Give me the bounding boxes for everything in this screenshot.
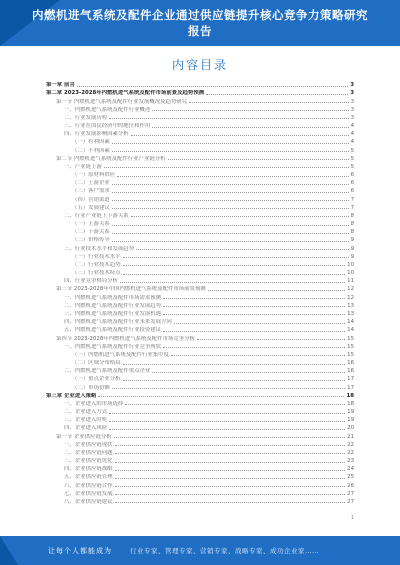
toc-leader-dots: [114, 437, 346, 438]
toc-entry-page: 15: [347, 343, 354, 350]
toc-entry-page: 7: [350, 204, 354, 211]
toc-entry-page: 13: [347, 302, 354, 309]
toc-entry[interactable]: [46, 80, 354, 88]
footer-banner: [0, 536, 400, 565]
toc-entry-page: 6: [350, 172, 354, 179]
toc-entry-page: 3: [350, 82, 354, 89]
toc-entry-title: 三、企业进入时机: [64, 417, 108, 424]
toc-entry-title: 六、企业供应链合作: [64, 482, 113, 489]
toc-entry[interactable]: [46, 423, 354, 431]
toc-entry[interactable]: [46, 333, 354, 341]
toc-entry[interactable]: [46, 440, 354, 448]
toc-entry[interactable]: [46, 154, 354, 162]
toc-entry-title: （一）重点企业分析: [72, 376, 121, 383]
toc-entry[interactable]: [46, 145, 354, 153]
toc-leader-dots: [131, 216, 349, 217]
toc-entry-page: 3: [350, 114, 354, 121]
toc-entry[interactable]: [46, 456, 354, 464]
toc-entry-title: 一、内燃机进气系统及配件行业概述: [64, 106, 151, 113]
toc-entry-page: 11: [347, 278, 354, 285]
toc-entry-title: （三）价格传导: [72, 237, 110, 244]
toc-leader-dots: [115, 445, 346, 446]
toc-leader-dots: [109, 413, 345, 414]
toc-entry-title: 第一节 内燃机进气系统及配件行业发展概况及趋势研究: [56, 98, 188, 105]
toc-entry-page: 5: [350, 155, 354, 162]
toc-entry-page: 16: [347, 368, 354, 375]
toc-entry[interactable]: [46, 170, 354, 178]
toc-entry-page: 24: [347, 466, 354, 473]
toc-leader-dots: [115, 494, 346, 495]
toc-entry-title: （一）有利因素: [72, 139, 110, 146]
toc-entry-title: 三、行业技术水平和发展趋势: [64, 245, 135, 252]
toc-entry[interactable]: [46, 227, 354, 235]
toc-entry[interactable]: [46, 431, 354, 439]
page-number: 1: [350, 515, 354, 521]
toc-entry-page: 16: [347, 360, 354, 367]
toc-entry-page: 7: [350, 196, 354, 203]
toc-entry-title: 二、企业进入方式: [64, 409, 108, 416]
toc-entry[interactable]: [46, 399, 354, 407]
toc-leader-dots: [112, 200, 349, 201]
toc-leader-dots: [189, 102, 348, 103]
toc-entry-page: 13: [347, 310, 354, 317]
toc-entry-title: （一）上游关系: [72, 221, 110, 228]
toc-entry-page: 3: [350, 106, 354, 113]
toc-entry[interactable]: [46, 276, 354, 284]
toc-entry[interactable]: [46, 121, 354, 129]
toc-entry-page: 25: [347, 474, 354, 481]
toc-entry[interactable]: [46, 96, 354, 104]
toc-entry[interactable]: [46, 260, 354, 268]
toc-entry[interactable]: [46, 497, 354, 505]
toc-entry[interactable]: [46, 301, 354, 309]
toc-entry-page: 10: [347, 270, 354, 277]
toc-entry[interactable]: [46, 480, 354, 488]
toc-entry-page: 6: [350, 180, 354, 187]
toc-entry-page: 9: [350, 237, 354, 244]
toc-leader-dots: [112, 151, 349, 152]
toc-entry-title: （二）区域分布格局: [72, 360, 121, 367]
toc-entry-title: （三）行业技术特点: [72, 270, 121, 277]
toc-entry-page: 21: [347, 433, 354, 440]
toc-leader-dots: [112, 143, 349, 144]
toc-entry[interactable]: [46, 284, 354, 292]
toc-entry[interactable]: [46, 292, 354, 300]
toc-entry[interactable]: [46, 350, 354, 358]
toc-entry[interactable]: [46, 317, 354, 325]
toc-entry[interactable]: [46, 194, 354, 202]
toc-entry-title: 四、企业供应链战略: [64, 466, 113, 473]
toc-entry-title: 二、企业供应链问题: [64, 449, 113, 456]
toc-entry-page: 17: [347, 376, 354, 383]
toc-leader-dots: [120, 282, 345, 283]
toc-entry[interactable]: [46, 137, 354, 145]
toc-entry-title: （二）市场份额: [72, 384, 110, 391]
toc-entry-title: 二、行业产业链上下游关系: [64, 212, 129, 219]
toc-entry[interactable]: [46, 268, 354, 276]
toc-entry[interactable]: [46, 342, 354, 350]
toc-entry-page: 18: [346, 392, 354, 399]
toc-leader-dots: [206, 94, 348, 95]
toc-entry-page: 20: [347, 425, 354, 432]
toc-entry-title: 四、内燃机进气系统及配件行业未来发展方向: [64, 319, 172, 326]
toc-entry-page: 9: [350, 253, 354, 260]
toc-entry-title: 五、企业供应链管理: [64, 474, 113, 481]
toc-leader-dots: [115, 478, 346, 479]
toc-entry-title: 第四节 2023-2028年内燃机进气系统及配件市场竞争分析: [56, 335, 195, 342]
toc-entry-title: 四、行业发展影响因素分析: [64, 131, 129, 138]
toc-leader-dots: [109, 421, 345, 422]
toc-entry[interactable]: [46, 105, 354, 113]
toc-entry[interactable]: [46, 186, 354, 194]
toc-leader-dots: [115, 502, 346, 503]
toc-leader-dots: [174, 323, 345, 324]
toc-entry-page: 22: [347, 449, 354, 456]
toc-entry-title: 一、企业供应链现状: [64, 441, 113, 448]
toc-leader-dots: [112, 192, 349, 193]
toc-entry-title: 一、内燃机进气系统及配件行业竞争现状: [64, 343, 162, 350]
toc-entry-title: （一）原材料供应: [72, 172, 116, 179]
toc-entry-title: 第二章 2023-2028年内燃机进气系统及配件市场前景及趋势预测: [46, 90, 205, 97]
toc-leader-dots: [112, 184, 349, 185]
toc-entry[interactable]: [46, 235, 354, 243]
header-banner: [0, 0, 400, 46]
toc-leader-dots: [112, 388, 345, 389]
toc-entry-title: 一、产业链上游: [64, 163, 102, 170]
toc-entry-title: （二）不利因素: [72, 147, 110, 154]
toc-leader-dots: [123, 257, 349, 258]
toc-entry-title: 第三节 2023-2028年中国内燃机进气系统及配件市场前景预测: [56, 286, 206, 293]
toc-leader-dots: [152, 372, 345, 373]
toc-entry[interactable]: [46, 415, 354, 423]
toc-leader-dots: [112, 241, 349, 242]
toc-leader-dots: [112, 208, 349, 209]
footer-tagline: 让每个人都能成为: [48, 547, 112, 555]
toc-entry[interactable]: [46, 309, 354, 317]
toc-entry[interactable]: [46, 366, 354, 374]
report-title: [20, 7, 380, 39]
toc-entry-title: （五）发展建议: [72, 204, 110, 211]
toc-entry-title: 七、企业供应链发展: [64, 490, 113, 497]
footer-decoration: [0, 536, 18, 565]
toc-entry-title: 三、内燃机进气系统及配件行业发展机遇: [64, 310, 162, 317]
toc-leader-dots: [168, 159, 349, 160]
toc-entry-page: 8: [350, 221, 354, 228]
toc-entry[interactable]: [46, 325, 354, 333]
toc-leader-dots: [152, 110, 348, 111]
toc-leader-dots: [112, 233, 349, 234]
toc-entry-title: 一、企业进入的市场选择: [64, 400, 124, 407]
toc-entry[interactable]: [46, 129, 354, 137]
toc-leader-dots: [77, 86, 348, 87]
toc-leader-dots: [112, 225, 349, 226]
toc-entry-page: 4: [350, 131, 354, 138]
toc-leader-dots: [163, 331, 345, 332]
toc-leader-dots: [109, 429, 345, 430]
toc-entry-title: 二、行业发展历程: [64, 114, 108, 121]
toc-entry[interactable]: [46, 252, 354, 260]
toc-leader-dots: [163, 298, 345, 299]
toc-leader-dots: [123, 274, 346, 275]
toc-entry[interactable]: [46, 391, 354, 399]
toc-entry[interactable]: [46, 203, 354, 211]
toc-leader-dots: [152, 127, 348, 128]
toc-entry-title: 二、内燃机进气系统及配件重点企业: [64, 368, 151, 375]
toc-entry[interactable]: [46, 382, 354, 390]
toc-leader-dots: [104, 167, 349, 168]
toc-entry-page: 10: [347, 261, 354, 268]
toc-leader-dots: [115, 453, 346, 454]
toc-leader-dots: [163, 347, 345, 348]
toc-entry-page: 19: [347, 409, 354, 416]
toc-entry-page: 8: [350, 229, 354, 236]
toc-leader-dots: [163, 314, 345, 315]
toc-entry-page: 3: [350, 90, 354, 97]
toc-entry-page: 26: [347, 482, 354, 489]
toc-entry-page: 22: [347, 441, 354, 448]
toc-entry-page: 12: [347, 294, 354, 301]
toc-entry-title: 五、内燃机进气系统及配件行业投资建议: [64, 327, 162, 334]
toc-entry-title: 四、行业竞争格局分析: [64, 278, 118, 285]
toc-entry[interactable]: [46, 464, 354, 472]
toc-entry[interactable]: [46, 374, 354, 382]
toc-leader-dots: [208, 290, 345, 291]
toc-leader-dots: [117, 176, 348, 177]
toc-entry-title: 第一章 前言: [46, 82, 75, 89]
toc-leader-dots: [115, 470, 346, 471]
toc-entry-title: 第三章 企业进入策略: [46, 392, 97, 399]
toc-entry[interactable]: [46, 448, 354, 456]
toc-entry-title: （二）下游关系: [72, 229, 110, 236]
report-title-line-1: 内燃机进气系统及配件企业通过供应链提升核心竞争力策略研究: [32, 8, 368, 22]
toc-entry[interactable]: [46, 113, 354, 121]
toc-entry[interactable]: [46, 243, 354, 251]
toc-leader-dots: [123, 380, 346, 381]
toc-entry-title: 三、企业供应链优化: [64, 458, 113, 465]
toc-entry-page: 9: [350, 245, 354, 252]
toc-leader-dots: [98, 396, 344, 397]
toc-entry[interactable]: [46, 472, 354, 480]
toc-entry-title: （一）行业技术水平: [72, 253, 121, 260]
toc-entry-page: 27: [347, 490, 354, 497]
toc-entry-page: 3: [350, 98, 354, 105]
toc-leader-dots: [197, 339, 345, 340]
toc-entry-page: 19: [347, 417, 354, 424]
toc-leader-dots: [131, 135, 349, 136]
toc-entry[interactable]: [46, 407, 354, 415]
toc-leader-dots: [109, 118, 348, 119]
toc-entry-page: 18: [347, 400, 354, 407]
toc-entry[interactable]: [46, 219, 354, 227]
toc-entry-page: 5: [350, 147, 354, 154]
toc-entry-page: 17: [347, 384, 354, 391]
toc-entry-title: 一、内燃机进气系统及配件市场需求预测: [64, 294, 162, 301]
toc-entry-page: 15: [347, 351, 354, 358]
toc-leader-dots: [125, 404, 345, 405]
footer-slogan: 行业专家、管理专家、营销专家、战略专家、成功企业家……: [130, 547, 319, 555]
toc-entry-page: 27: [347, 498, 354, 505]
toc-entry-title: 三、行业在国民经济中的地位和作用: [64, 123, 151, 130]
toc-entry[interactable]: [46, 162, 354, 170]
toc-entry[interactable]: [46, 88, 354, 96]
toc-entry-title: （一）内燃机进气系统及配件行业集中度: [72, 351, 170, 358]
toc-leader-dots: [171, 355, 345, 356]
toc-entry-title: 四、企业进入风险: [64, 425, 108, 432]
toc-leader-dots: [123, 364, 346, 365]
toc-entry-title: （四）营销渠道: [72, 196, 110, 203]
toc-entry-title: 第二节 内燃机进气系统及配件行业产业链分析: [56, 155, 166, 162]
toc-leader-dots: [115, 462, 346, 463]
report-title-line-2: 报告: [188, 24, 212, 38]
toc-entry-page: 8: [350, 212, 354, 219]
toc-entry-title: （三）客户需求: [72, 188, 110, 195]
toc-leader-dots: [163, 306, 345, 307]
toc-entry-title: 二、内燃机进气系统及配件行业发展趋势: [64, 302, 162, 309]
toc-entry-page: 14: [347, 319, 354, 326]
toc-entry[interactable]: [46, 178, 354, 186]
toc-entry-page: 5: [350, 163, 354, 170]
toc-entry-title: （二）行业技术趋势: [72, 261, 121, 268]
toc-entry-title: 八、企业供应链建议: [64, 498, 113, 505]
toc-entry-page: 4: [350, 123, 354, 130]
toc-entry-title: 第一节 企业供应链分析: [56, 433, 112, 440]
toc-entry[interactable]: [46, 358, 354, 366]
toc-entry-page: 15: [347, 335, 354, 342]
toc-heading: 内容目录: [171, 58, 228, 72]
toc-leader-dots: [123, 265, 346, 266]
toc-entry-page: 12: [347, 286, 354, 293]
toc-entry-page: 14: [347, 327, 354, 334]
toc-entry-title: （二）上游企业: [72, 180, 110, 187]
toc-leader-dots: [115, 486, 346, 487]
table-of-contents: [46, 80, 354, 505]
toc-leader-dots: [136, 249, 348, 250]
toc-entry[interactable]: [46, 211, 354, 219]
toc-entry-page: 23: [347, 458, 354, 465]
toc-entry-page: 4: [350, 139, 354, 146]
toc-entry[interactable]: [46, 489, 354, 497]
toc-entry-page: 6: [350, 188, 354, 195]
